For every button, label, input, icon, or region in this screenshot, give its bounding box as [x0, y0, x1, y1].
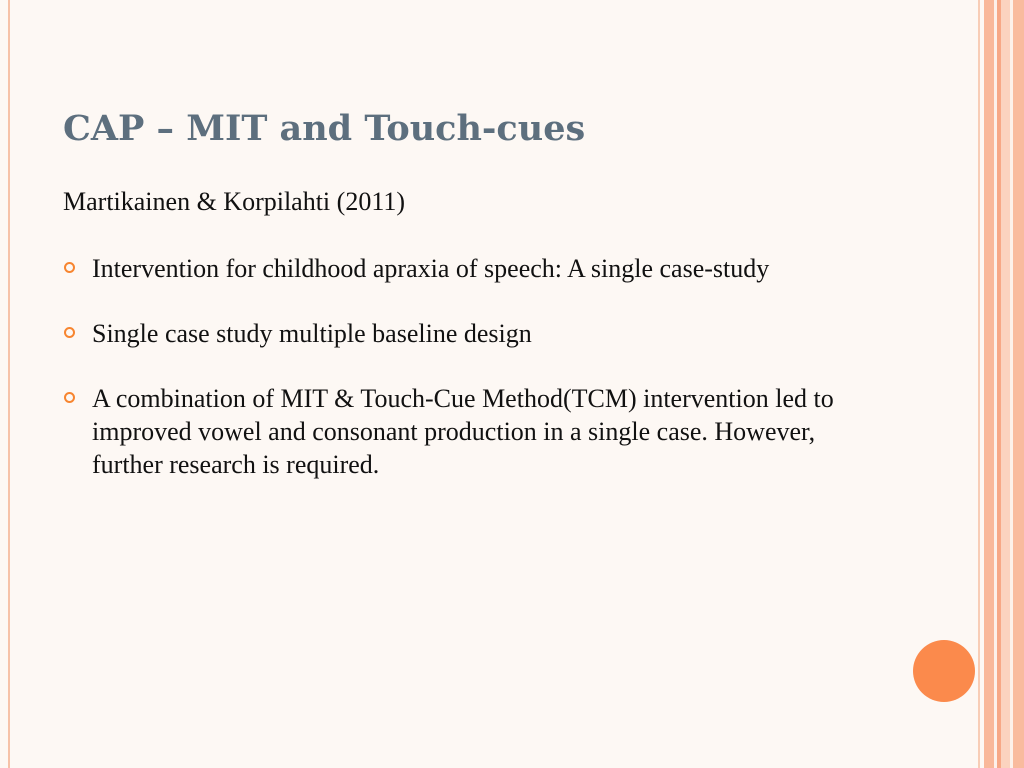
bullet-text: Intervention for childhood apraxia of speech: A single case-study — [92, 254, 770, 283]
decorative-stripe — [984, 0, 994, 768]
bullet-item — [63, 252, 883, 285]
left-border-line — [8, 0, 10, 768]
bullet-item — [63, 382, 883, 481]
decorative-circle — [913, 640, 975, 702]
bullet-list — [63, 252, 883, 513]
slide-title: CAP – MIT and Touch-cues — [63, 108, 586, 149]
decorative-stripe — [1013, 0, 1024, 768]
bullet-item — [63, 317, 883, 350]
bullet-text: A combination of MIT & Touch-Cue Method(TCM) intervention led to improved vowel and consonant production in a single case. However, further research is required. — [92, 384, 834, 479]
bullet-circle-icon — [64, 327, 75, 338]
bullet-circle-icon — [64, 262, 75, 273]
bullet-text: Single case study multiple baseline design — [92, 319, 532, 348]
bullet-circle-icon — [64, 392, 75, 403]
slide-subtitle: Martikainen & Korpilahti (2011) — [63, 187, 406, 216]
decorative-stripe — [978, 0, 980, 768]
decorative-stripe — [1001, 0, 1010, 768]
